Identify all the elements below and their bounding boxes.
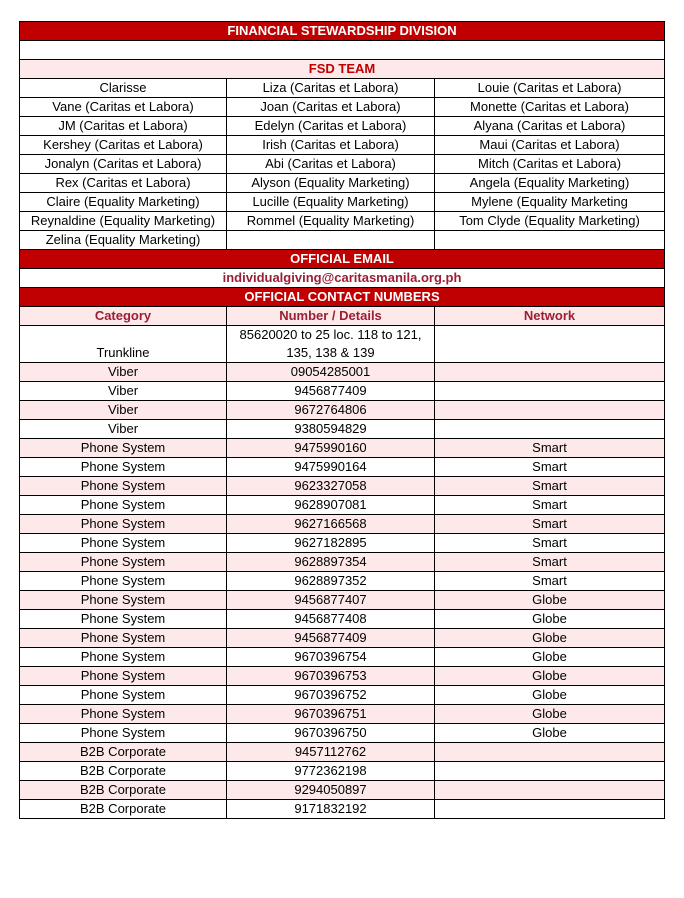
contact-network: Smart bbox=[435, 439, 665, 458]
team-member: Mylene (Equality Marketing bbox=[435, 193, 665, 212]
contact-network: Globe bbox=[435, 724, 665, 743]
contact-network: Smart bbox=[435, 477, 665, 496]
contacts-title-row bbox=[20, 288, 665, 307]
contact-category: Phone System bbox=[20, 724, 227, 743]
contact-row bbox=[20, 800, 665, 819]
contact-row bbox=[20, 439, 665, 458]
header-category: Category bbox=[20, 307, 227, 326]
contact-row bbox=[20, 629, 665, 648]
trunkline-number-line1: 85620020 to 25 loc. 118 to 121, bbox=[239, 327, 422, 342]
contact-row bbox=[20, 553, 665, 572]
contact-number[interactable]: 9670396750 bbox=[227, 724, 435, 743]
team-member: Clarisse bbox=[20, 79, 227, 98]
trunkline-network bbox=[435, 326, 665, 363]
team-member: Louie (Caritas et Labora) bbox=[435, 79, 665, 98]
team-member: Kershey (Caritas et Labora) bbox=[20, 136, 227, 155]
contact-network: Globe bbox=[435, 629, 665, 648]
contact-row bbox=[20, 724, 665, 743]
contact-row bbox=[20, 515, 665, 534]
contact-number[interactable]: 9456877407 bbox=[227, 591, 435, 610]
email-title-row bbox=[20, 250, 665, 269]
team-member: JM (Caritas et Labora) bbox=[20, 117, 227, 136]
contact-network: Globe bbox=[435, 648, 665, 667]
contact-number[interactable]: 9670396751 bbox=[227, 705, 435, 724]
contact-category: Phone System bbox=[20, 572, 227, 591]
team-member bbox=[435, 231, 665, 250]
contact-number[interactable]: 9456877408 bbox=[227, 610, 435, 629]
team-title: FSD TEAM bbox=[20, 60, 665, 79]
contact-row bbox=[20, 610, 665, 629]
team-member: Alyson (Equality Marketing) bbox=[227, 174, 435, 193]
contact-network: Smart bbox=[435, 496, 665, 515]
contact-network: Smart bbox=[435, 534, 665, 553]
contact-network: Smart bbox=[435, 515, 665, 534]
contact-network bbox=[435, 401, 665, 420]
team-member: Maui (Caritas et Labora) bbox=[435, 136, 665, 155]
contact-category: Phone System bbox=[20, 496, 227, 515]
contact-category: Phone System bbox=[20, 648, 227, 667]
team-row bbox=[20, 174, 665, 193]
team-member: Liza (Caritas et Labora) bbox=[227, 79, 435, 98]
contact-row bbox=[20, 591, 665, 610]
spacer-cell bbox=[20, 41, 665, 60]
contact-category: B2B Corporate bbox=[20, 743, 227, 762]
contact-network: Globe bbox=[435, 610, 665, 629]
contact-row bbox=[20, 762, 665, 781]
trunkline-number-line2: 135, 138 & 139 bbox=[286, 345, 375, 360]
contact-number[interactable]: 9171832192 bbox=[227, 800, 435, 819]
contact-category: B2B Corporate bbox=[20, 781, 227, 800]
contact-category: Phone System bbox=[20, 667, 227, 686]
division-title-row bbox=[20, 22, 665, 41]
team-member: Zelina (Equality Marketing) bbox=[20, 231, 227, 250]
contact-network bbox=[435, 800, 665, 819]
contact-network bbox=[435, 382, 665, 401]
contact-category: Phone System bbox=[20, 591, 227, 610]
contact-category: Viber bbox=[20, 382, 227, 401]
team-member: Irish (Caritas et Labora) bbox=[227, 136, 435, 155]
contact-row bbox=[20, 382, 665, 401]
team-row bbox=[20, 79, 665, 98]
contact-number[interactable]: 9475990160 bbox=[227, 439, 435, 458]
contact-number[interactable]: 9380594829 bbox=[227, 420, 435, 439]
contact-row bbox=[20, 496, 665, 515]
contact-number[interactable]: 9628907081 bbox=[227, 496, 435, 515]
contact-number[interactable]: 9628897354 bbox=[227, 553, 435, 572]
contact-category: Phone System bbox=[20, 686, 227, 705]
team-title-row bbox=[20, 60, 665, 79]
email-row bbox=[20, 269, 665, 288]
contact-category: Phone System bbox=[20, 439, 227, 458]
team-row bbox=[20, 155, 665, 174]
team-member: Tom Clyde (Equality Marketing) bbox=[435, 212, 665, 231]
contact-row bbox=[20, 458, 665, 477]
spacer-row bbox=[20, 41, 665, 60]
contact-network: Smart bbox=[435, 458, 665, 477]
team-member: Mitch (Caritas et Labora) bbox=[435, 155, 665, 174]
team-row bbox=[20, 212, 665, 231]
team-member: Lucille (Equality Marketing) bbox=[227, 193, 435, 212]
team-member: Joan (Caritas et Labora) bbox=[227, 98, 435, 117]
trunkline-number bbox=[227, 326, 435, 363]
contact-row bbox=[20, 705, 665, 724]
contact-category: Phone System bbox=[20, 705, 227, 724]
contact-network: Globe bbox=[435, 686, 665, 705]
contact-category: Phone System bbox=[20, 515, 227, 534]
contact-category: Phone System bbox=[20, 610, 227, 629]
contact-number[interactable]: 9672764806 bbox=[227, 401, 435, 420]
contact-network bbox=[435, 363, 665, 382]
contact-number[interactable]: 9670396753 bbox=[227, 667, 435, 686]
contact-row bbox=[20, 781, 665, 800]
division-title: FINANCIAL STEWARDSHIP DIVISION bbox=[20, 22, 665, 41]
contact-network: Globe bbox=[435, 705, 665, 724]
contact-category: Viber bbox=[20, 420, 227, 439]
trunkline-row bbox=[20, 326, 665, 363]
contacts-title: OFFICIAL CONTACT NUMBERS bbox=[20, 288, 665, 307]
contact-category: Phone System bbox=[20, 629, 227, 648]
team-member: Vane (Caritas et Labora) bbox=[20, 98, 227, 117]
email-section bbox=[20, 250, 665, 363]
contact-number[interactable]: 9294050897 bbox=[227, 781, 435, 800]
contact-row bbox=[20, 572, 665, 591]
contact-sheet bbox=[19, 21, 665, 819]
contact-number[interactable]: 9628897352 bbox=[227, 572, 435, 591]
contact-number[interactable]: 9456877409 bbox=[227, 629, 435, 648]
contact-row bbox=[20, 648, 665, 667]
contact-category: Phone System bbox=[20, 477, 227, 496]
contact-row bbox=[20, 420, 665, 439]
team-row bbox=[20, 98, 665, 117]
contacts-list bbox=[20, 363, 665, 819]
contact-number[interactable]: 09054285001 bbox=[227, 363, 435, 382]
contact-network: Globe bbox=[435, 591, 665, 610]
contact-network: Globe bbox=[435, 667, 665, 686]
contact-category: Viber bbox=[20, 363, 227, 382]
contact-number[interactable]: 9772362198 bbox=[227, 762, 435, 781]
email-address[interactable]: individualgiving@caritasmanila.org.ph bbox=[20, 269, 665, 288]
contact-category: Phone System bbox=[20, 458, 227, 477]
contact-number[interactable]: 9670396754 bbox=[227, 648, 435, 667]
team-row bbox=[20, 136, 665, 155]
contact-category: Viber bbox=[20, 401, 227, 420]
contact-row bbox=[20, 477, 665, 496]
team-member: Rex (Caritas et Labora) bbox=[20, 174, 227, 193]
contact-network: Smart bbox=[435, 553, 665, 572]
team-member: Abi (Caritas et Labora) bbox=[227, 155, 435, 174]
contact-category: B2B Corporate bbox=[20, 762, 227, 781]
sheet-body bbox=[20, 22, 665, 79]
contact-network bbox=[435, 743, 665, 762]
contact-number[interactable]: 9627166568 bbox=[227, 515, 435, 534]
contact-row bbox=[20, 686, 665, 705]
contact-category: Phone System bbox=[20, 534, 227, 553]
contact-number[interactable]: 9670396752 bbox=[227, 686, 435, 705]
team-member: Reynaldine (Equality Marketing) bbox=[20, 212, 227, 231]
header-number: Number / Details bbox=[227, 307, 435, 326]
contact-network bbox=[435, 762, 665, 781]
contacts-header-row bbox=[20, 307, 665, 326]
contact-number[interactable]: 9623327058 bbox=[227, 477, 435, 496]
team-member: Angela (Equality Marketing) bbox=[435, 174, 665, 193]
contact-row bbox=[20, 363, 665, 382]
contact-number[interactable]: 9627182895 bbox=[227, 534, 435, 553]
contact-network bbox=[435, 420, 665, 439]
contact-row bbox=[20, 743, 665, 762]
contact-row bbox=[20, 534, 665, 553]
team-member: Claire (Equality Marketing) bbox=[20, 193, 227, 212]
team-row bbox=[20, 117, 665, 136]
contact-category: B2B Corporate bbox=[20, 800, 227, 819]
header-network: Network bbox=[435, 307, 665, 326]
contact-row bbox=[20, 401, 665, 420]
team-member: Edelyn (Caritas et Labora) bbox=[227, 117, 435, 136]
contact-number[interactable]: 9457112762 bbox=[227, 743, 435, 762]
team-list bbox=[20, 79, 665, 250]
contact-number[interactable]: 9456877409 bbox=[227, 382, 435, 401]
contact-category: Phone System bbox=[20, 553, 227, 572]
email-title: OFFICIAL EMAIL bbox=[20, 250, 665, 269]
contact-network bbox=[435, 781, 665, 800]
team-member bbox=[227, 231, 435, 250]
contact-row bbox=[20, 667, 665, 686]
contact-network: Smart bbox=[435, 572, 665, 591]
team-row bbox=[20, 231, 665, 250]
contact-number[interactable]: 9475990164 bbox=[227, 458, 435, 477]
trunkline-category: Trunkline bbox=[20, 326, 227, 363]
team-member: Alyana (Caritas et Labora) bbox=[435, 117, 665, 136]
team-row bbox=[20, 193, 665, 212]
team-member: Rommel (Equality Marketing) bbox=[227, 212, 435, 231]
team-member: Jonalyn (Caritas et Labora) bbox=[20, 155, 227, 174]
team-member: Monette (Caritas et Labora) bbox=[435, 98, 665, 117]
